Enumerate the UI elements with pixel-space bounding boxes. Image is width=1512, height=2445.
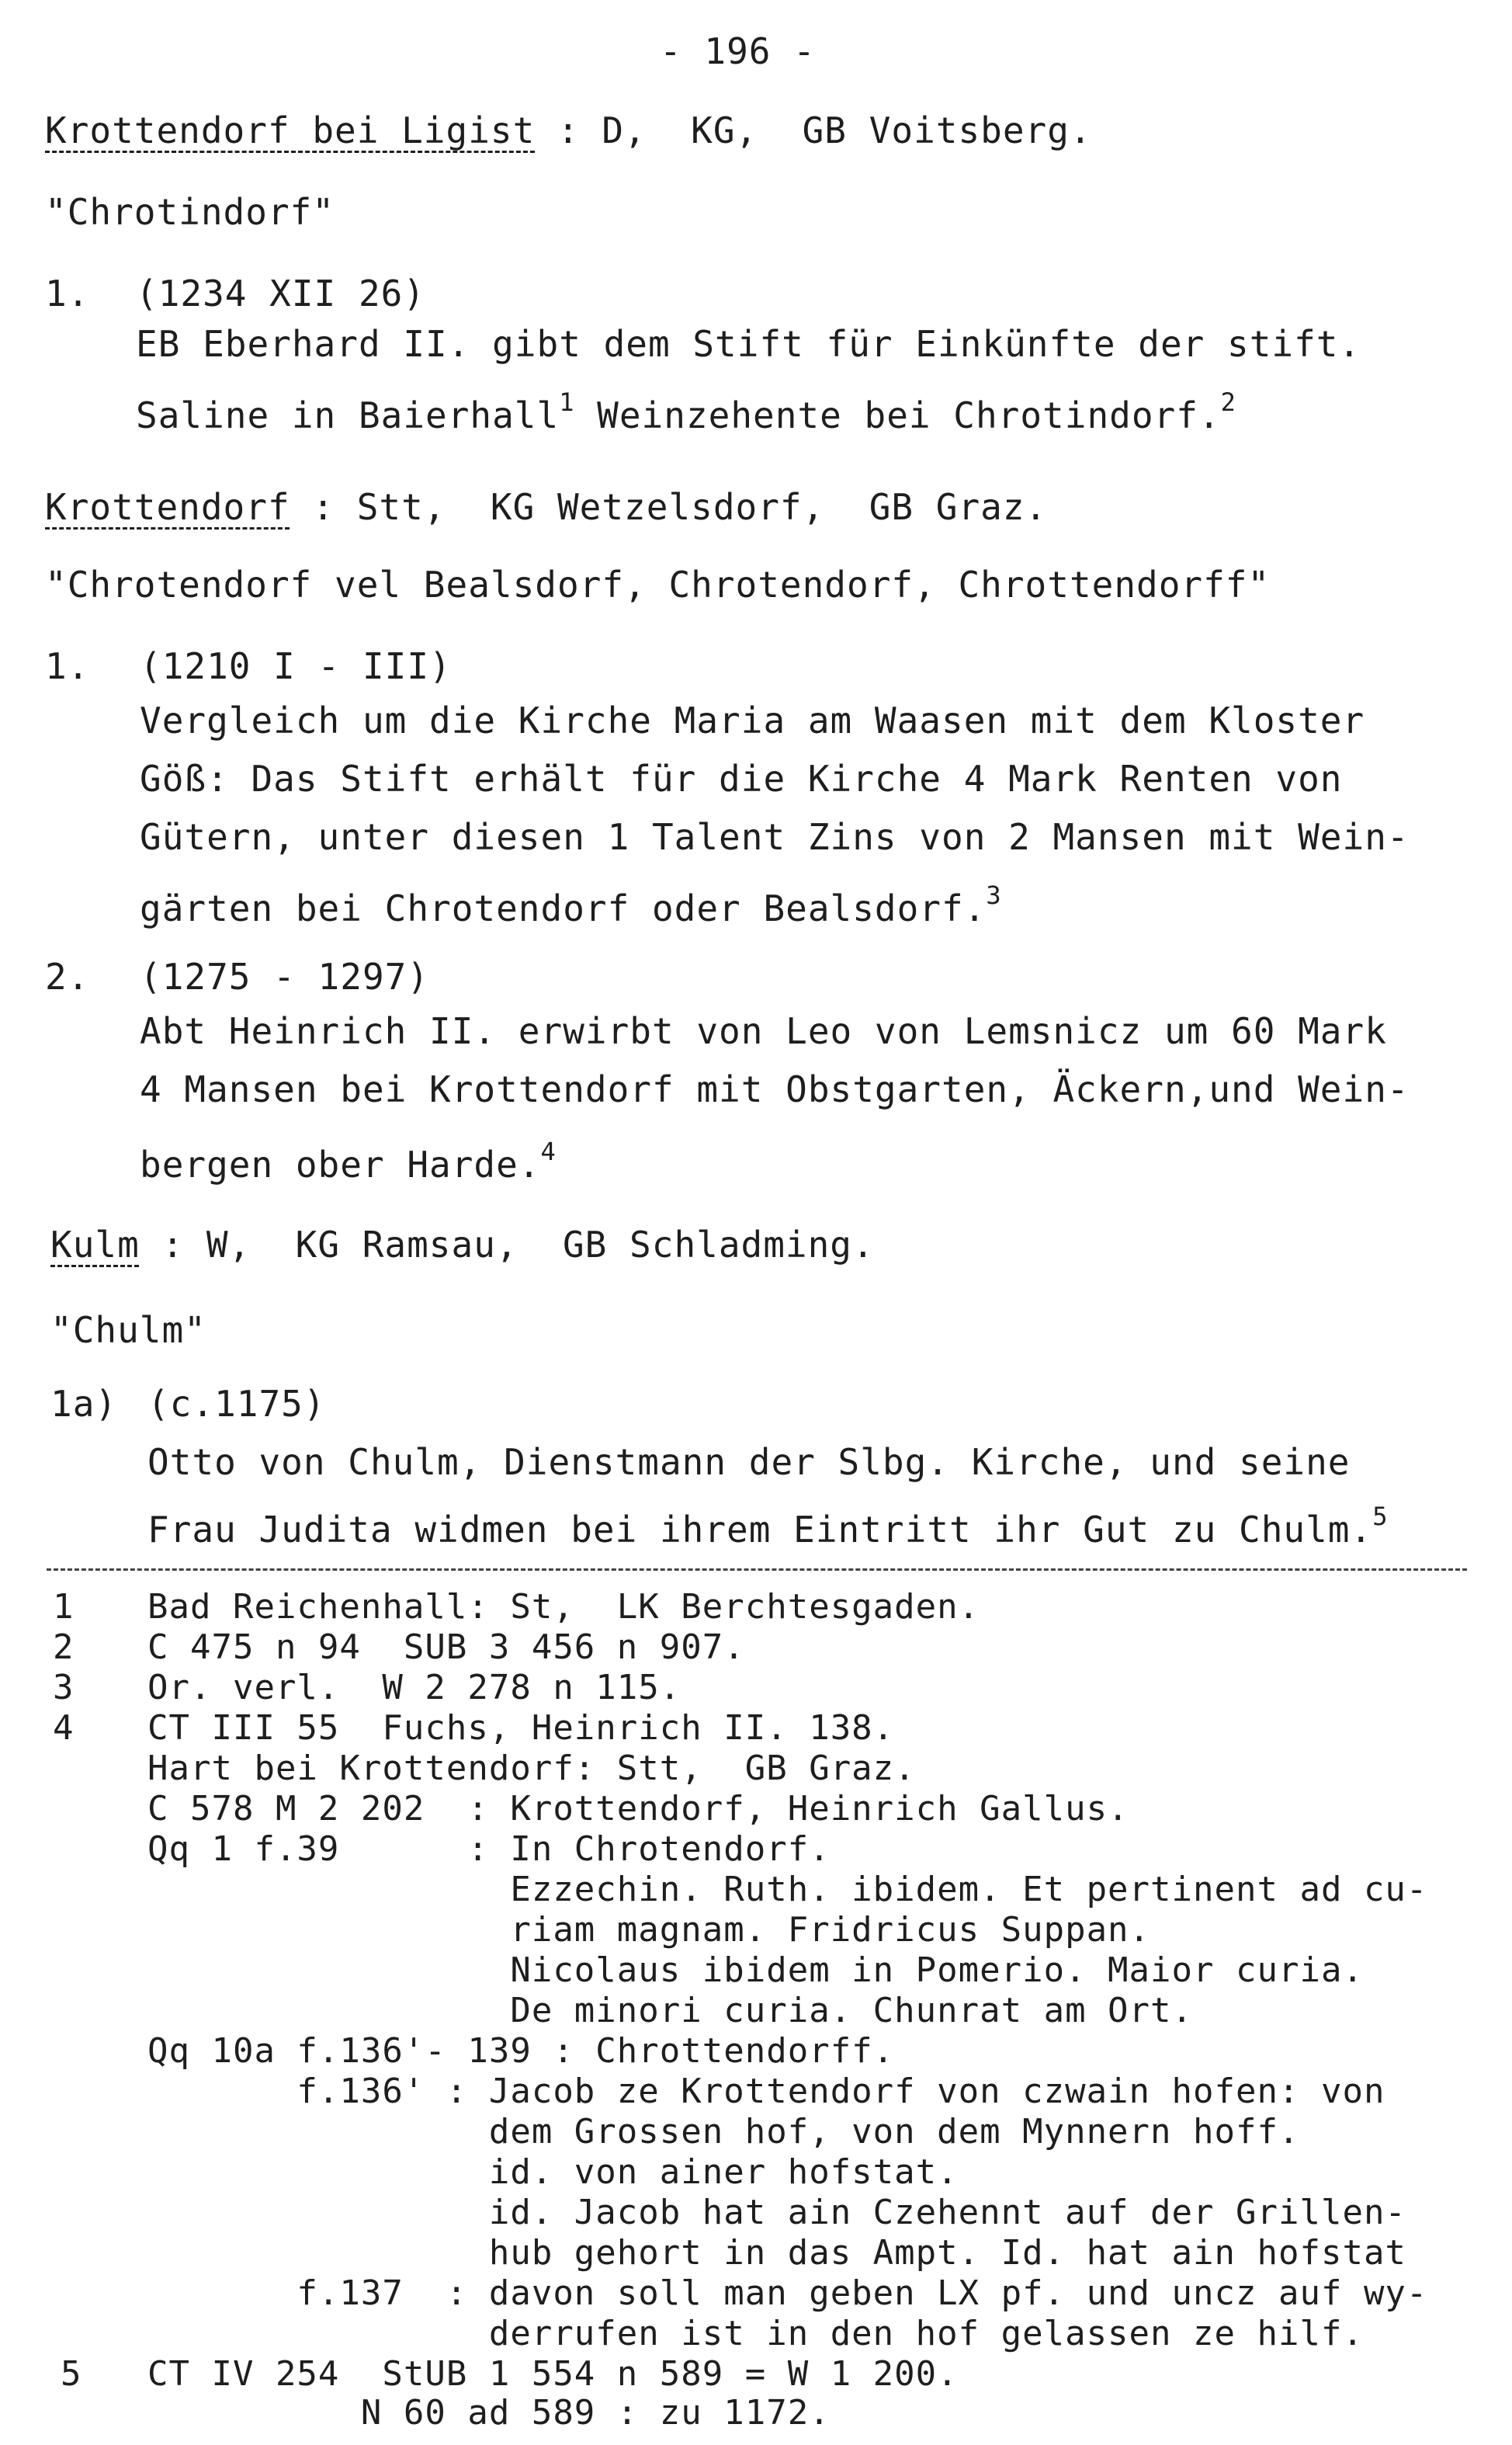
footnote-text: id. von ainer hofstat.	[147, 2152, 959, 2192]
item-date: (1275 - 1297)	[140, 956, 430, 998]
footnote-ref: 5	[1372, 1502, 1389, 1531]
item-text-line: bergen ober Harde.$^4$	[140, 1137, 557, 1186]
item-text-line: Frau Judita widmen bei ihrem Eintritt ihr Gut zu Chulm.$^5$	[147, 1502, 1389, 1551]
historic-names: "Chrotendorf vel Bealsdorf, Chrotendorf, Chrottendorff"	[45, 564, 1271, 606]
item-date: (1234 XII 26)	[136, 273, 426, 314]
place-name: Kulm	[50, 1224, 140, 1266]
item-text-line: Otto von Chulm, Dienstmann der Slbg. Kirche, und seine	[147, 1441, 1351, 1483]
item-text-line: Abt Heinrich II. erwirbt von Leo von Lemsnicz um 60 Mark	[140, 1010, 1387, 1052]
place-name: Krottendorf bei Ligist	[45, 109, 536, 151]
historic-names: "Chrotindorf"	[45, 191, 335, 233]
page-number: - 196 -	[660, 30, 816, 72]
item-text-line: Gütern, unter diesen 1 Talent Zins von 2 Mansen mit Wein-	[140, 816, 1410, 858]
footnote-text: derrufen ist in den hof gelassen ze hilf.	[147, 2314, 1364, 2353]
place-details: : Stt, KG Wetzelsdorf, GB Graz.	[290, 486, 1048, 528]
footnote-ref: 4	[540, 1137, 557, 1166]
footnote-number: 5	[61, 2354, 82, 2394]
item-text-line: gärten bei Chrotendorf oder Bealsdorf.$^3$	[140, 880, 1002, 929]
footnote-text: N 60 ad 589 : zu 1172.	[147, 2393, 831, 2433]
item-number: 1.	[45, 273, 90, 314]
entry-heading	[45, 109, 1092, 152]
footnote-text: CT IV 254 StUB 1 554 n 589 = W 1 200.	[147, 2354, 959, 2394]
footnote-text: CT III 55 Fuchs, Heinrich II. 138.	[147, 1708, 895, 1748]
footnote-text: De minori curia. Chunrat am Ort.	[147, 1991, 1194, 2030]
footnote-text: id. Jacob hat ain Czehennt auf der Grillen-	[147, 2193, 1406, 2232]
footnote-text: f.137 : davon soll man geben LX pf. und uncz auf wy-	[147, 2273, 1428, 2313]
footnote-number: 3	[53, 1668, 75, 1707]
footnote-text: Bad Reichenhall: St, LK Berchtesgaden.	[147, 1587, 980, 1627]
place-details: : W, KG Ramsau, GB Schladming.	[139, 1224, 875, 1266]
footnote-text: Or. verl. W 2 278 n 115.	[147, 1668, 681, 1707]
footnote-number: 2	[53, 1627, 75, 1667]
footnote-text: Qq 1 f.39 : In Chrotendorf.	[147, 1829, 831, 1869]
footnote-text: riam magnam. Fridricus Suppan.	[147, 1910, 1151, 1950]
historic-names: "Chulm"	[50, 1309, 206, 1351]
footnote-text: C 578 M 2 202 : Krottendorf, Heinrich Gallus.	[147, 1789, 1129, 1829]
place-name: Krottendorf	[45, 486, 290, 528]
footnote-ref: 2	[1220, 387, 1236, 417]
footnote-divider	[47, 1568, 1467, 1571]
item-text-line: 4 Mansen bei Krottendorf mit Obstgarten, Äckern,und Wein-	[140, 1068, 1410, 1110]
footnote-number: 1	[53, 1587, 75, 1627]
footnote-text: f.136' : Jacob ze Krottendorf von czwain hofen: von	[147, 2072, 1385, 2111]
footnote-text: Hart bei Krottendorf: Stt, GB Graz.	[147, 1749, 916, 1788]
item-text-line: Saline in Baierhall$^1$ Weinzehente bei Chrotindorf.$^2$	[136, 387, 1236, 436]
entry-heading	[50, 1223, 875, 1266]
item-number: 2.	[45, 956, 90, 998]
footnote-ref: 3	[986, 880, 1002, 910]
footnote-text: Qq 10a f.136'- 139 : Chrottendorff.	[147, 2031, 895, 2071]
item-text-line: EB Eberhard II. gibt dem Stift für Einkünfte der stift.	[136, 323, 1361, 365]
place-details: : D, KG, GB Voitsberg.	[535, 109, 1092, 151]
footnote-text: dem Grossen hof, von dem Mynnern hoff.	[147, 2112, 1300, 2152]
item-number: 1a)	[50, 1383, 118, 1425]
footnote-text: hub gehort in das Ampt. Id. hat ain hofstat	[147, 2233, 1406, 2273]
footnote-ref: 1	[559, 387, 575, 417]
footnote-number: 4	[53, 1708, 75, 1748]
footnote-text: Ezzechin. Ruth. ibidem. Et pertinent ad cu-	[147, 1870, 1428, 1909]
entry-heading	[45, 485, 1047, 529]
item-text-line: Vergleich um die Kirche Maria am Waasen mit dem Kloster	[140, 700, 1365, 741]
item-date: (c.1175)	[147, 1383, 326, 1425]
footnote-text: C 475 n 94 SUB 3 456 n 907.	[147, 1627, 745, 1667]
item-date: (1210 I - III)	[140, 645, 452, 687]
item-text-line: Göß: Das Stift erhält für die Kirche 4 Mark Renten von	[140, 758, 1343, 800]
footnote-text: Nicolaus ibidem in Pomerio. Maior curia.	[147, 1950, 1364, 1990]
item-number: 1.	[45, 645, 90, 687]
